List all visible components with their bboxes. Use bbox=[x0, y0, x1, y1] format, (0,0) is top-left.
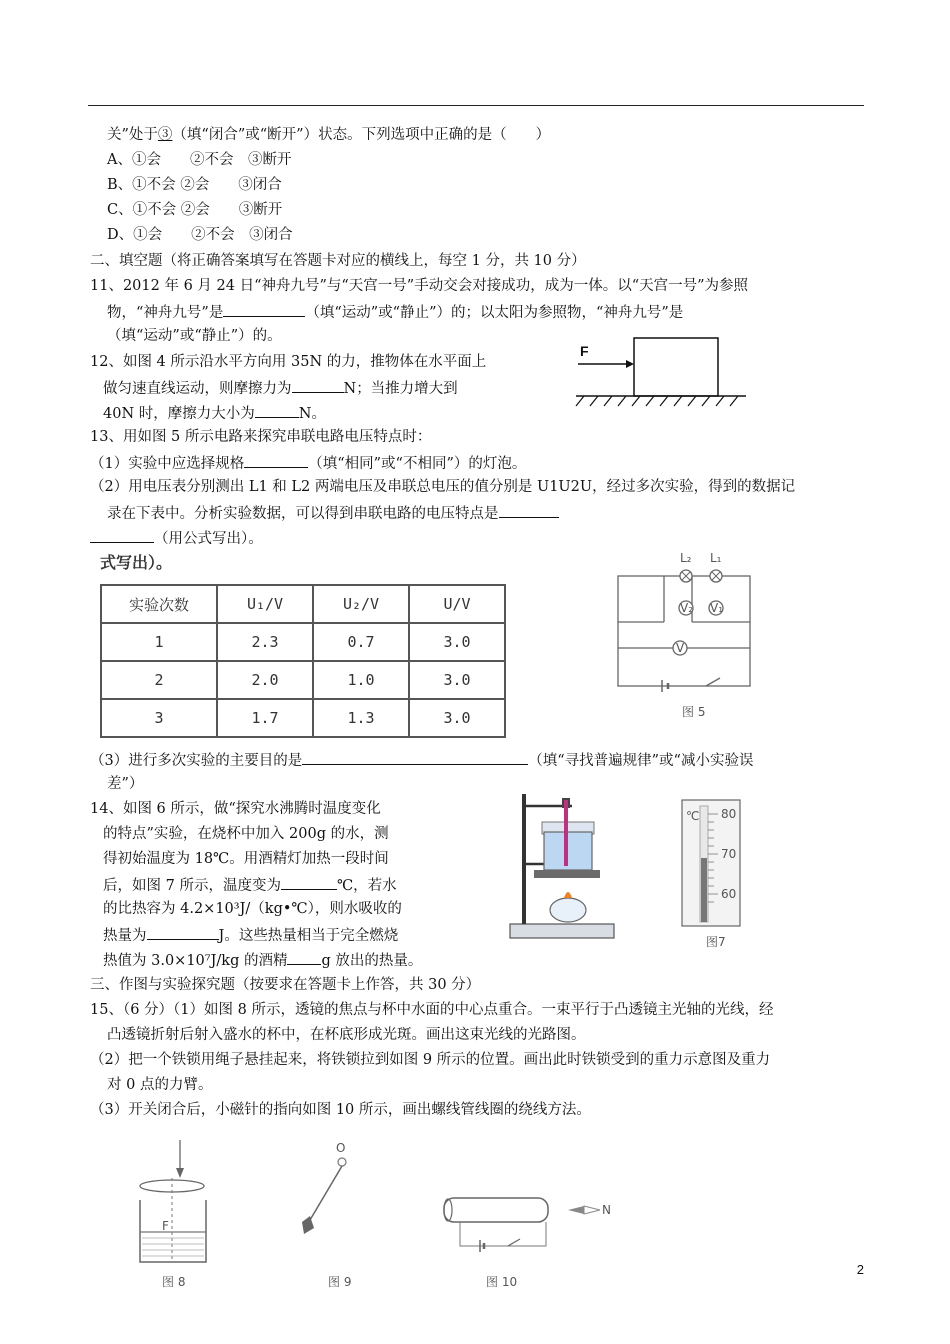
svg-text:L₂: L₂ bbox=[680, 552, 692, 565]
q15-line4: 对 0 点的力臂。 bbox=[107, 1077, 213, 1093]
answer-blank[interactable] bbox=[287, 949, 321, 965]
svg-text:70: 70 bbox=[721, 847, 737, 861]
option-a: A、①会 ②不会 ③断开 bbox=[107, 152, 292, 168]
figure-5-label: 图 5 bbox=[682, 705, 706, 719]
svg-text:F: F bbox=[162, 1219, 169, 1233]
answer-blank[interactable] bbox=[255, 402, 299, 418]
answer-blank[interactable] bbox=[223, 301, 305, 317]
figure-8-label: 图 8 bbox=[162, 1275, 186, 1289]
figure-10-label: 图 10 bbox=[486, 1275, 518, 1289]
section-3-heading: 三、作图与实验探究题（按要求在答题卡上作答，共 30 分） bbox=[90, 977, 481, 993]
table-row: 1 2.3 0.7 3.0 bbox=[101, 623, 505, 661]
q13-part3-line2: 差”） bbox=[107, 776, 144, 792]
svg-text:80: 80 bbox=[721, 807, 737, 821]
q12-line1: 12、如图 4 所示沿水平方向用 35N 的力，推物体在水平面上 bbox=[90, 354, 487, 370]
q12-line2: 做匀速直线运动，则摩擦力为 N；当推力增大到 bbox=[103, 377, 458, 399]
q15-line1: 15、（6 分）（1）如图 8 所示，透镜的焦点与杯中水面的中心点重合。一束平行于凸透镜主光轴的光线，经 bbox=[90, 1002, 774, 1018]
q14-line5: 的比热容为 4.2×10³J/（kg•℃），则水吸收的 bbox=[103, 901, 402, 917]
q11-line2: 物，“神舟九号”是 （填“运动”或“静止”）的；以太阳为参照物，“神舟九号”是 bbox=[107, 301, 683, 323]
figure-5 bbox=[610, 552, 762, 724]
svg-text:V₁: V₁ bbox=[710, 601, 724, 615]
figure-7-label: 图7 bbox=[706, 935, 726, 949]
q13-line1: 13、用如图 5 所示电路来探究串联电路电压特点时： bbox=[90, 429, 432, 445]
answer-blank[interactable] bbox=[281, 874, 337, 890]
mercury-column bbox=[701, 858, 707, 922]
compass-needle-icon bbox=[568, 1206, 584, 1214]
q14-line3: 得初始温度为 18℃。用酒精灯加热一段时间 bbox=[103, 851, 389, 867]
svg-text:V₂: V₂ bbox=[680, 601, 694, 615]
q12-line3: 40N 时，摩擦力大小为 N。 bbox=[103, 402, 326, 424]
header-rule bbox=[88, 105, 864, 106]
q11-line3: （填“运动”或“静止”）的。 bbox=[107, 328, 282, 344]
figure-9 bbox=[288, 1138, 368, 1290]
answer-blank[interactable] bbox=[302, 749, 528, 765]
q13-part3-line1: （3）进行多次实验的主要目的是 （填“寻找普遍规律”或“减小实验误 bbox=[90, 749, 753, 771]
q15-line2: 凸透镜折射后射入盛水的杯中，在杯底形成光斑。画出这束光线的光路图。 bbox=[107, 1027, 586, 1043]
q14-line7: 热值为 3.0×10⁷J/kg 的酒精 g 放出的热量。 bbox=[103, 949, 422, 971]
figure-9-label: 图 9 bbox=[328, 1275, 352, 1289]
svg-text:60: 60 bbox=[721, 887, 737, 901]
q13-part1: （1）实验中应选择规格 （填“相同”或“不相同”）的灯泡。 bbox=[90, 452, 526, 474]
gauze bbox=[534, 870, 600, 878]
q15-line5: （3）开关闭合后，小磁针的指向如图 10 所示，画出螺线管线圈的绕线方法。 bbox=[90, 1102, 591, 1118]
option-d: D、①会 ②不会 ③闭合 bbox=[107, 227, 293, 243]
svg-text:L₁: L₁ bbox=[710, 552, 722, 565]
svg-text:V: V bbox=[676, 641, 685, 655]
block bbox=[634, 338, 718, 396]
data-table bbox=[100, 584, 506, 738]
q11-line1: 11、2012 年 6 月 24 日“神舟九号”与“天宫一号”手动交会对接成功，成为一体。以“天宫一号”为参照 bbox=[90, 278, 749, 294]
q14-line1: 14、如图 6 所示，做“探究水沸腾时温度变化 bbox=[90, 801, 381, 817]
solenoid-icon bbox=[444, 1198, 548, 1222]
q15-line3: （2）把一个铁锁用绳子悬挂起来，将铁锁拉到如图 9 所示的位置。画出此时铁锁受到的重力示意图及重力 bbox=[90, 1052, 771, 1068]
answer-blank[interactable] bbox=[90, 527, 154, 543]
svg-text:O: O bbox=[336, 1141, 346, 1155]
cup-icon bbox=[140, 1200, 206, 1262]
switch-icon bbox=[706, 678, 720, 686]
table-caption: 式写出）。 bbox=[100, 553, 173, 572]
q13-part2-line1: （2）用电压表分别测出 L1 和 L2 两端电压及串联总电压的值分别是 U1U2U，经过多次实验，得到的数据记 bbox=[90, 479, 796, 495]
option-c: C、①不会 ②会 ③断开 bbox=[107, 202, 283, 218]
table-row: 2 2.0 1.0 3.0 bbox=[101, 661, 505, 699]
svg-text:℃: ℃ bbox=[686, 809, 700, 823]
option-b: B、①不会 ②会 ③闭合 bbox=[107, 177, 282, 193]
lock-icon bbox=[302, 1216, 314, 1234]
alcohol-lamp-icon bbox=[550, 898, 586, 922]
answer-blank[interactable] bbox=[244, 452, 308, 468]
answer-blank[interactable] bbox=[147, 924, 219, 940]
force-label: F bbox=[580, 343, 589, 359]
base-plate bbox=[510, 924, 614, 938]
figure-10 bbox=[436, 1138, 616, 1290]
q10-tail: 关”处于③（填“闭合”或“断开”）状态。下列选项中正确的是（ ） bbox=[107, 127, 551, 143]
flame-icon bbox=[564, 892, 572, 898]
figure-6 bbox=[506, 786, 618, 942]
figure-8 bbox=[126, 1138, 226, 1290]
svg-text:N: N bbox=[602, 1203, 611, 1217]
q14-line6: 热量为 J。这些热量相当于完全燃烧 bbox=[103, 924, 398, 946]
q13-part2-line3: （用公式写出）。 bbox=[90, 527, 263, 549]
figure-4 bbox=[572, 336, 752, 414]
q14-line2: 的特点”实验，在烧杯中加入 200g 的水，测 bbox=[103, 826, 389, 842]
rope bbox=[310, 1166, 342, 1220]
table-row: 3 1.7 1.3 3.0 bbox=[101, 699, 505, 737]
q13-part2-line2: 录在下表中。分析实验数据，可以得到串联电路的电压特点是 bbox=[107, 502, 559, 524]
answer-blank[interactable] bbox=[292, 377, 344, 393]
section-2-heading: 二、填空题（将正确答案填写在答题卡对应的横线上，每空 1 分，共 10 分） bbox=[90, 253, 586, 269]
q14-line4: 后，如图 7 所示，温度变为 ℃，若水 bbox=[103, 874, 397, 896]
switch-icon bbox=[508, 1239, 520, 1246]
table-header-row: 实验次数 U₁/V U₂/V U/V bbox=[101, 585, 505, 623]
figure-7 bbox=[678, 796, 748, 956]
page-number: 2 bbox=[856, 1262, 864, 1277]
answer-blank[interactable] bbox=[499, 502, 559, 518]
